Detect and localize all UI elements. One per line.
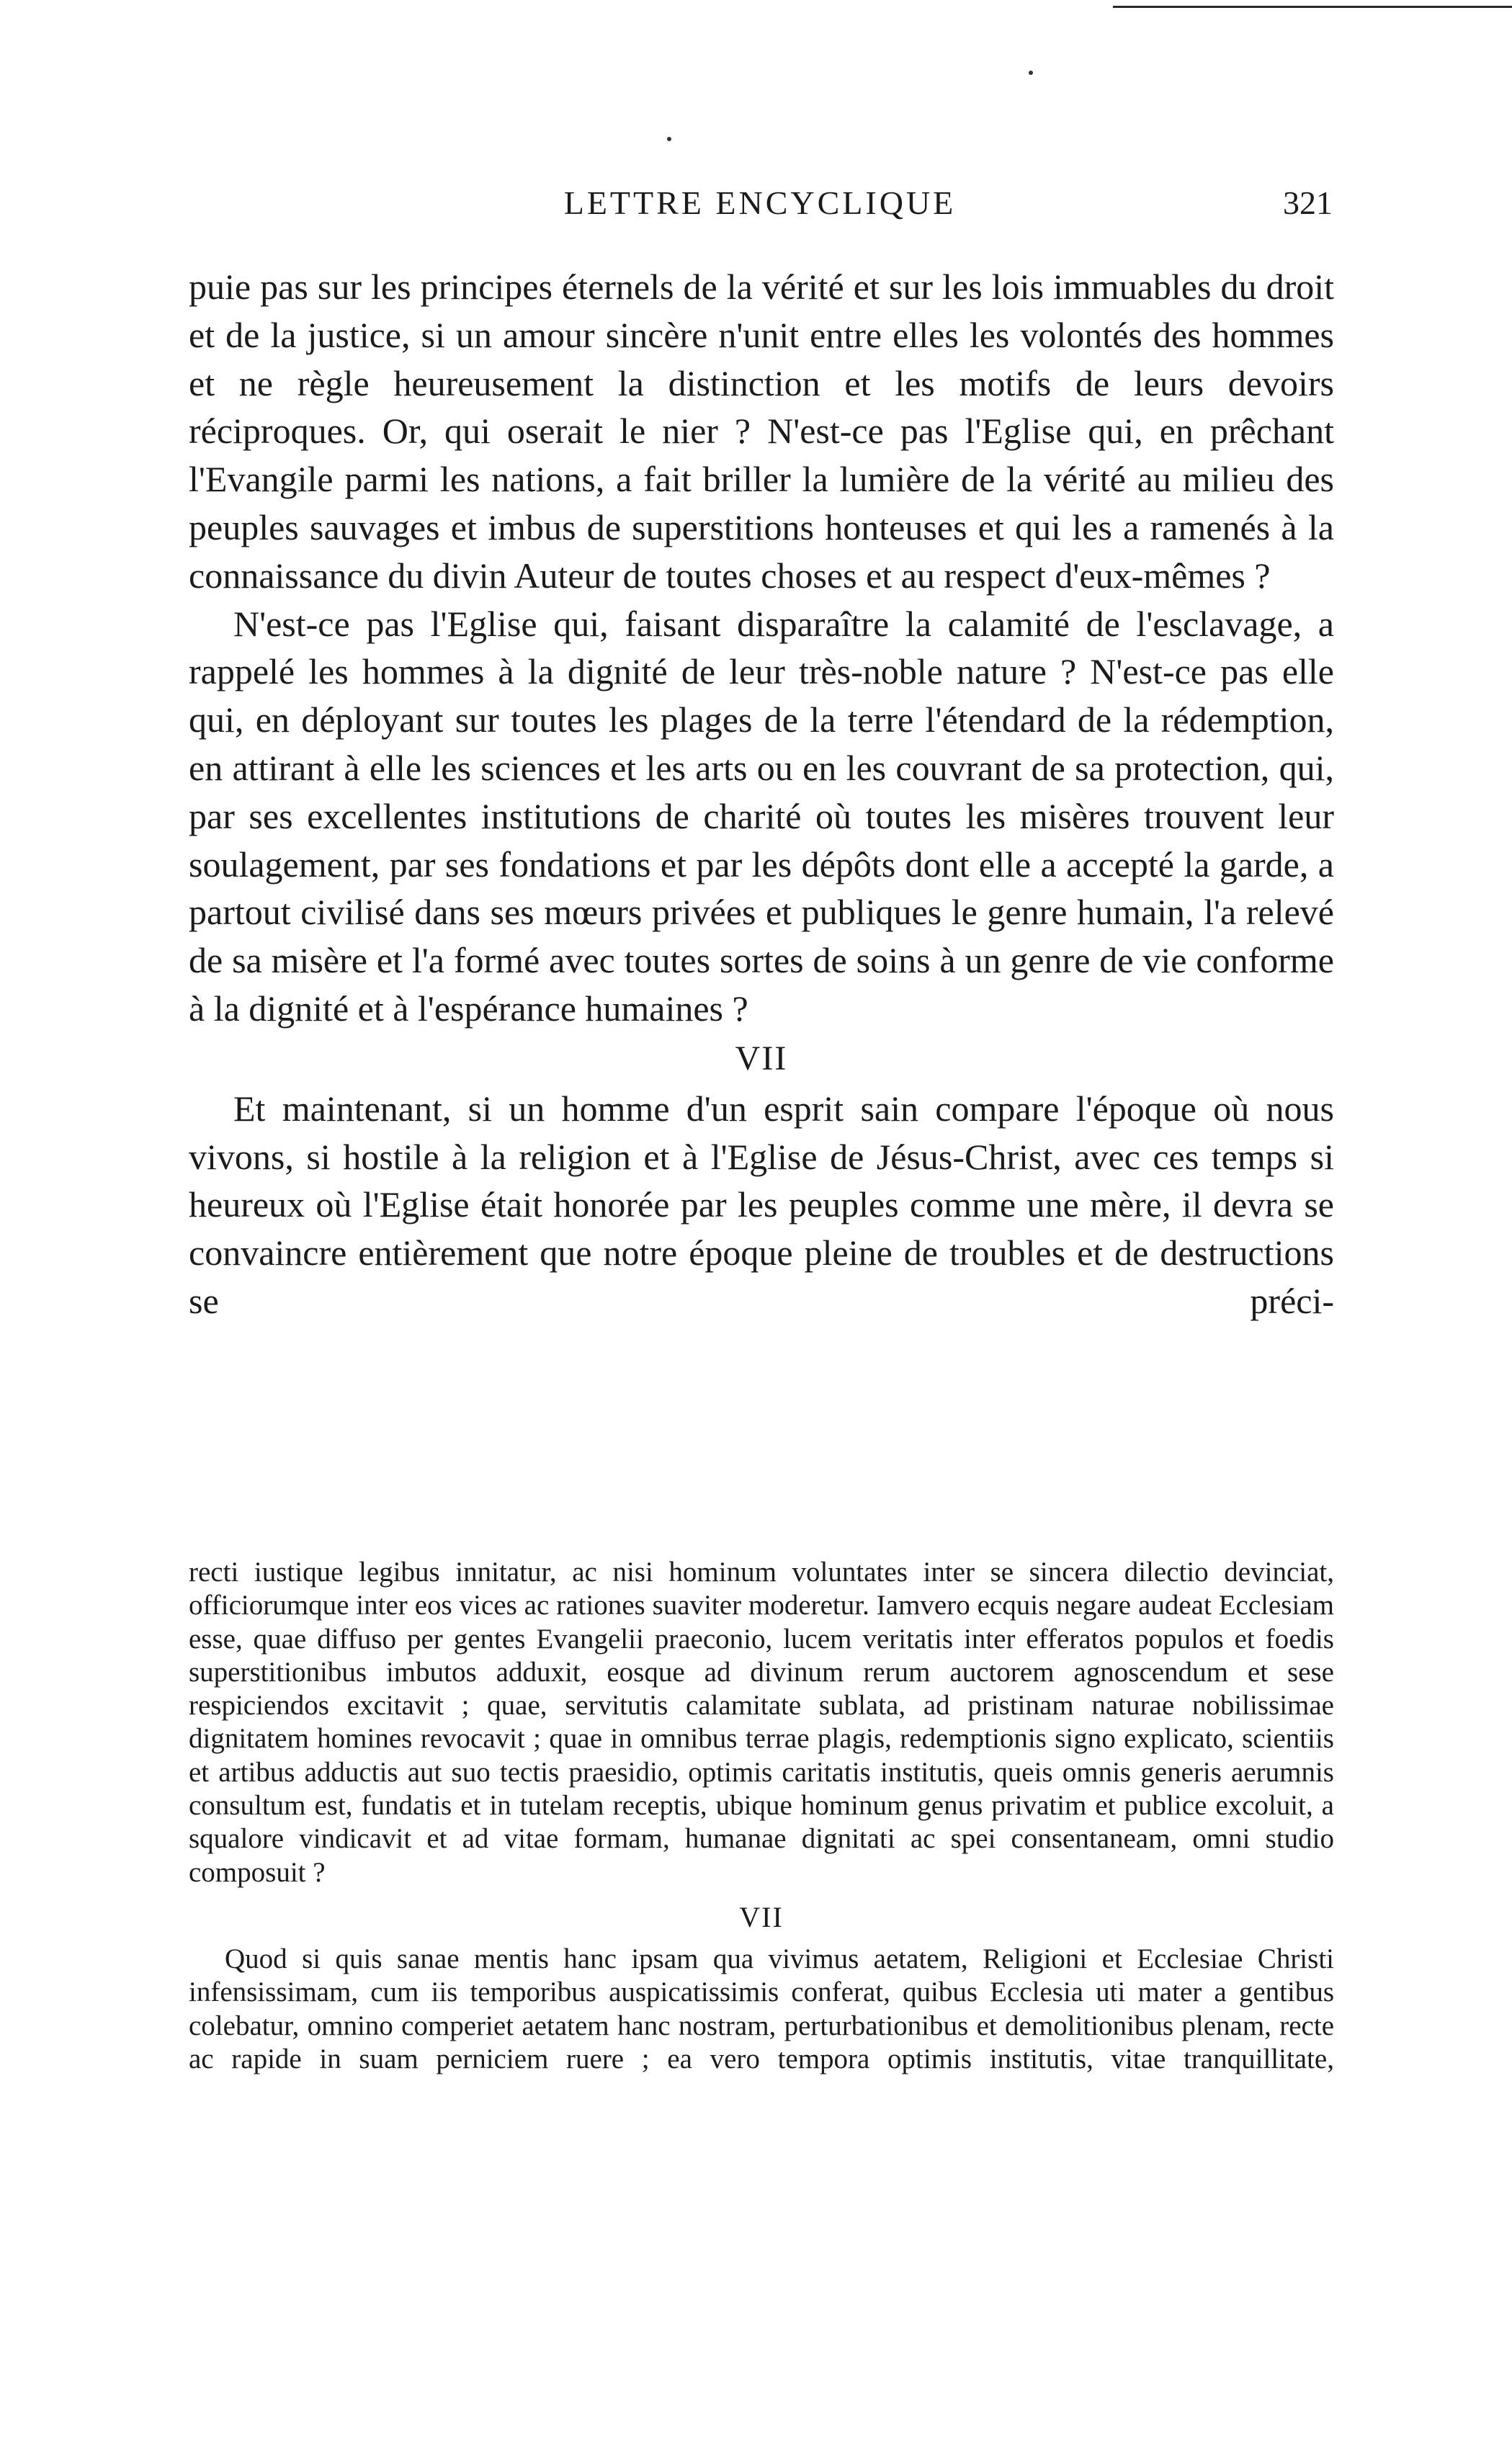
french-paragraph-1: puie pas sur les principes éternels de la vérité et sur les lois immuables du droit et de la justice, si un amour sincère n'unit entre elles les volontés des hommes et ne règle heureusement la distinction et les motifs de leurs devoirs réciproques. Or, qui oserait le nier ? N'est-ce pas l'Eglise qui, en prêchant l'Evangile parmi les nations, a fait briller la lumière de la vérité au milieu des peuples sauvages et imbus de superstitions honteuses et qui les a ramenés à la connaissance du divin Auteur de toutes choses et au respect d'eux-mêmes ? — [189, 267, 1334, 596]
top-edge-rule — [1113, 6, 1512, 8]
latin-section-heading: VII — [739, 1900, 784, 1933]
french-text — [189, 263, 1334, 1325]
page-header — [187, 184, 1333, 234]
french-section-heading: VII — [735, 1039, 788, 1078]
french-paragraph-2: N'est-ce pas l'Eglise qui, faisant disparaître la calamité de l'esclavage, a rappelé les hommes à la dignité de leur très-noble nature ? N'est-ce pas elle qui, en déployant sur toutes les plages de la terre l'étendard de la rédemption, en attirant à elle les sciences et les arts ou en les couvrant de sa protection, qui, par ses excellentes institutions de charité où toutes les misères trouvent leur soulagement, par ses fondations et par les dépôts dont elle a accepté la garde, a partout civilisé dans ses mœurs privées et publiques le genre humain, l'a relevé de sa misère et l'a formé avec toutes sortes de soins à un genre de vie conforme à la dignité et à l'espérance humaines ? — [189, 603, 1334, 1029]
latin-paragraph-2: Quod si quis sanae mentis hanc ipsam qua vivimus aetatem, Religioni et Ecclesiae Christi infensissimam, cum iis temporibus auspicatissimis conferat, quibus Ecclesia uti mater a gentibus colebatur, omnino comperiet aetatem hanc nostram, perturbationibus et demolitionibus plenam, recte ac rapide in suam perniciem ruere ; ea vero tempora optimis institutis, vitae tranquillitate, — [189, 1943, 1334, 2074]
ink-speck — [667, 137, 671, 141]
latin-paragraph-1: recti iustique legibus innitatur, ac nisi hominum voluntates inter se sincera dilectio devinciat, officiorumque inter eos vices ac rationes suaviter moderetur. Iamvero ecquis negare audeat Ecclesiam esse, quae diffuso per gentes Evangelii praeconio, lucem veritatis inter efferatos populos et foedis superstitionibus imbutos adduxit, eosque ad divinum rerum auctorem agnoscendum et sese respiciendos excitavit ; quae, servitutis calamitate sublata, ad pristinam naturae nobilissimae dignitatem homines revocavit ; quae in omnibus terrae plagis, redemptionis signo explicato, scientiis et artibus adductis aut suo tectis praesidio, optimis caritatis institutis, queis omnis generis aerumnis consultum est, fundatis et in tutelam receptis, ubique hominum genus privatim et publice excoluit, a squalore vindicavit et ad vitae formam, humanae dignitati ac spei consentaneam, omni studio composuit ? — [189, 1557, 1334, 1888]
running-title: LETTRE ENCYCLIQUE — [563, 184, 957, 221]
french-paragraph-3: Et maintenant, si un homme d'un esprit sain compare l'époque où nous vivons, si hostile à la religion et à l'Eglise de Jésus-Christ, avec ces temps si heureux où l'Eglise était honorée par les peuples comme une mère, il devra se convaincre entièrement que notre époque pleine de troubles et de destructions se préci- — [189, 1088, 1334, 1321]
ink-speck — [1029, 71, 1033, 75]
latin-footnote — [189, 1556, 1334, 2076]
page-number: 321 — [1283, 184, 1333, 221]
